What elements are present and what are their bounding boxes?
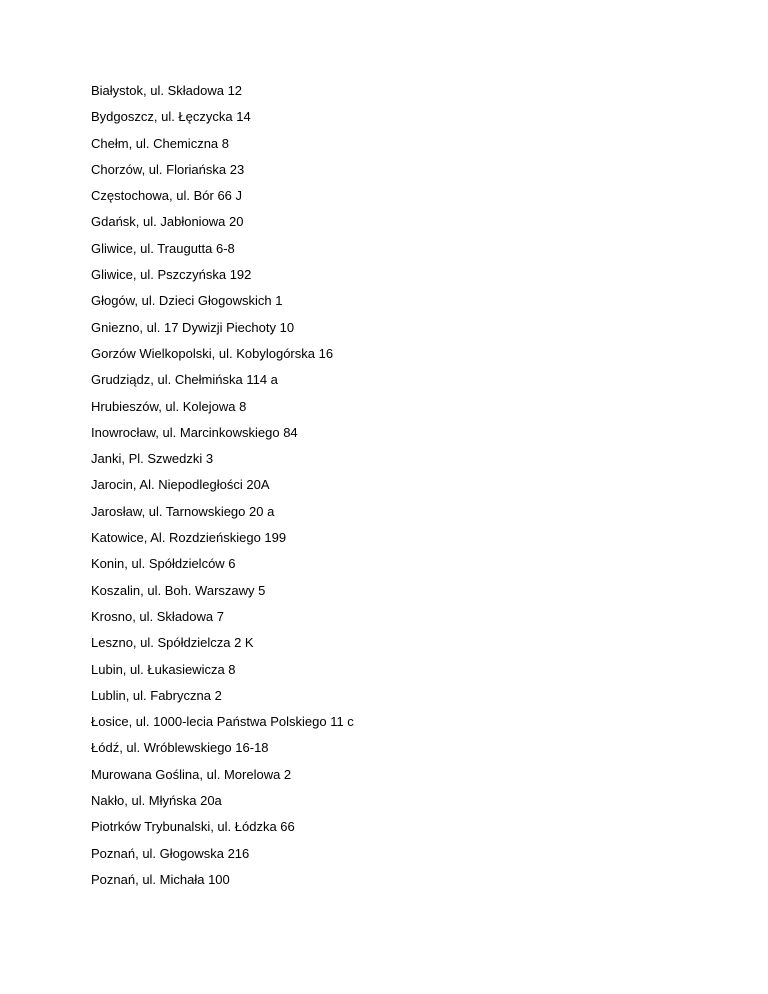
- list-item: Gdańsk, ul. Jabłoniowa 20: [91, 214, 244, 230]
- address-list: [91, 82, 711, 897]
- list-item: Gniezno, ul. 17 Dywizji Piechoty 10: [91, 319, 295, 335]
- list-item: Lublin, ul. Fabryczna 2: [91, 687, 222, 703]
- list-item: Poznań, ul. Michała 100: [91, 871, 230, 887]
- list-item: Jarosław, ul. Tarnowskiego 20 a: [91, 503, 275, 519]
- list-item: Hrubieszów, ul. Kolejowa 8: [91, 398, 247, 414]
- list-item: Inowrocław, ul. Marcinkowskiego 84: [91, 424, 298, 440]
- list-item: Gliwice, ul. Pszczyńska 192: [91, 267, 252, 283]
- list-item: Częstochowa, ul. Bór 66 J: [91, 188, 243, 204]
- list-item: Grudziądz, ul. Chełmińska 114 a: [91, 372, 278, 388]
- list-item: Leszno, ul. Spółdzielcza 2 K: [91, 635, 254, 651]
- list-item: Głogów, ul. Dzieci Głogowskich 1: [91, 293, 283, 309]
- list-item: Katowice, Al. Rozdzieńskiego 199: [91, 530, 287, 546]
- list-item: Lubin, ul. Łukasiewicza 8: [91, 661, 236, 677]
- list-item: Krosno, ul. Składowa 7: [91, 608, 224, 624]
- list-item: Jarocin, Al. Niepodległości 20A: [91, 477, 270, 493]
- list-item: Janki, Pl. Szwedzki 3: [91, 451, 214, 467]
- list-item: Białystok, ul. Składowa 12: [91, 83, 243, 98]
- list-item: Gorzów Wielkopolski, ul. Kobylogórska 16: [91, 345, 334, 361]
- list-item: Chełm, ul. Chemiczna 8: [91, 135, 229, 151]
- list-item: Poznań, ul. Głogowska 216: [91, 845, 250, 861]
- list-item: Bydgoszcz, ul. Łęczycka 14: [91, 109, 251, 125]
- list-item: Nakło, ul. Młyńska 20a: [91, 793, 222, 809]
- list-item: Piotrków Trybunalski, ul. Łódzka 66: [91, 819, 295, 835]
- list-item: Łosice, ul. 1000-lecia Państwa Polskiego 11 c: [91, 714, 354, 730]
- list-item: Gliwice, ul. Traugutta 6-8: [91, 240, 235, 256]
- list-item: Łódź, ul. Wróblewskiego 16-18: [91, 740, 269, 756]
- list-item: Koszalin, ul. Boh. Warszawy 5: [91, 582, 266, 598]
- list-item: Konin, ul. Spółdzielców 6: [91, 556, 236, 572]
- list-item: Murowana Goślina, ul. Morelowa 2: [91, 766, 292, 782]
- list-item: Chorzów, ul. Floriańska 23: [91, 161, 245, 177]
